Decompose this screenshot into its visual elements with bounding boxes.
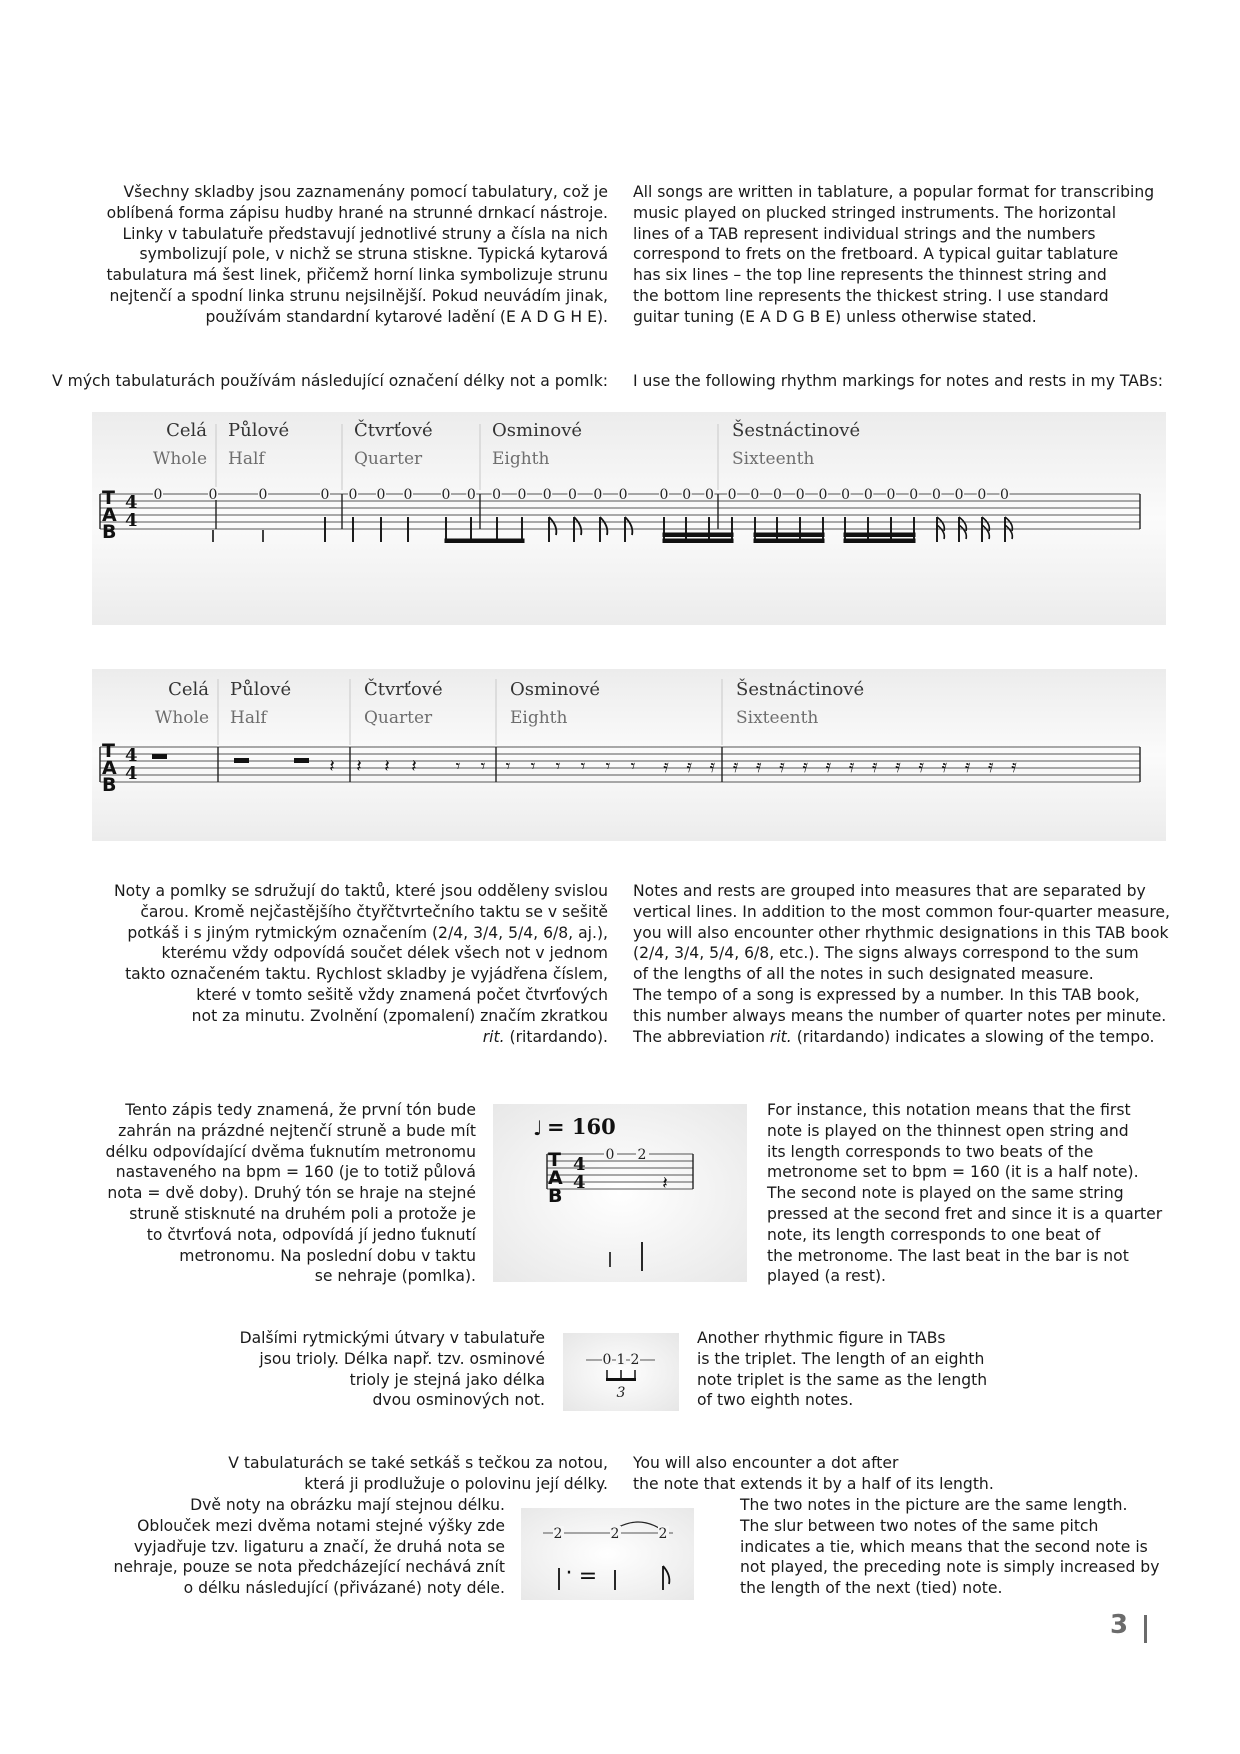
intro-text-cz: Všechny skladby jsou zaznamenány pomocí tabulatury, což je oblíbená forma zápisu hudby hrané na strunné drnkací nástroje. Linky v tabulatuře představují jednotlivé struny a čísla na nich symbolizují pole, v nichž se struna stiskne. Typická kytarová tabulatura má šest linek, přičemž horní linka symbolizuje strunu nejtenčí a spodní linka strunu nejsilnější. Pokud neuvádím jinak, používám standardní kytarové ladění (E A D G H E). [106, 183, 608, 326]
augmentation-dot: · [565, 1561, 573, 1586]
fret-number: 0 [954, 487, 964, 503]
fret-number: 0 [320, 487, 330, 503]
label-whole-cz: Celá [166, 420, 207, 441]
fret-number: 0 [441, 487, 451, 503]
tempo-tab-letter-a: A [548, 1167, 563, 1189]
tempo-label: = 160 [547, 1114, 616, 1139]
sixteenth-rest: 𝄿 [895, 756, 901, 777]
page-number-value: 3 [1110, 1610, 1129, 1640]
fret-number: 0 [841, 487, 851, 503]
tempo-fret-2: 2 [637, 1147, 647, 1163]
sixteenth-rest: 𝄿 [686, 756, 692, 777]
sixteenth-rest: 𝄿 [756, 756, 762, 777]
tempo-text-cz: Tento zápis tedy znamená, že první tón bude zahrán na prázdné nejtenčí struně a bude mít délku odpovídající dvěma ťuknutím metronomu nastaveného na bpm = 160 (je to totiž půlová nota = dvě doby). Druhý tón se hraje na stejné struně stisknuté na druhém poli a protože je to čtvrťová nota, odpovídá jí jedno ťuknutí metronomu. Na poslední dobu v taktu se nehraje (pomlka). [105, 1101, 476, 1286]
sixteenth-beam [844, 533, 915, 537]
sixteenth-rest: 𝄿 [941, 756, 948, 777]
dot-tie-figure [521, 1508, 694, 1600]
time-sig-bottom: 4 [125, 510, 138, 531]
label-quarter-en: Quarter [354, 449, 423, 469]
label-half-cz: Půlové [228, 420, 290, 441]
measures-en-main: Notes and rests are grouped into measures that are separated by vertical lines. In addition to the most common four-quarter measure, you will also encounter other rhythmic designations in this TAB book (2/4, 3/4, 5/4, 6/8, etc.). The signs always correspond to the sum of the lengths of all the notes in such designated measure. The tempo of a song is expressed by a number. In this TAB book, this number always means the number of quarter notes per minute. The abbreviation [633, 882, 1170, 1046]
fret-number: 0 [818, 487, 828, 503]
sixteenth-rest: 𝄿 [802, 756, 808, 777]
fret-number: 0 [1000, 487, 1009, 503]
triplet-beam [606, 1378, 636, 1381]
triplet-fret-2: 1 [616, 1352, 626, 1368]
eighth-rest: 𝄾 [505, 756, 511, 777]
tie-text-cz: Dvě noty na obrázku mají stejnou délku. Oblouček mezi dvěma notami stejné výšky zde vyjadřuje tzv. ligaturu a značí, že druhá nota se nehraje, pouze se nota předcházející nechává znít o délku následující (přivázané) noty déle. [113, 1496, 505, 1598]
whole-rest [152, 754, 167, 759]
page-number [1110, 1610, 1170, 1650]
triplet-text-en: Another rhythmic figure in TABs is the triplet. The length of an eighth note triplet is the same as the length of two eighth notes. [697, 1329, 988, 1410]
sixteenth-rest: 𝄿 [988, 756, 994, 777]
rest-label-whole-cz: Celá [168, 679, 209, 700]
fret-number: 0 [977, 487, 987, 503]
fret-number: 0 [931, 487, 941, 503]
time-sig-top: 4 [125, 492, 138, 513]
rest-lengths-figure [92, 669, 1166, 841]
half-rest [234, 758, 249, 763]
rest-tab-letter-a: A [102, 757, 117, 779]
measures-cz-main: Noty a pomlky se sdružují do taktů, které jsou odděleny svislou čarou. Kromě nejčastějšího čtyřčtvrtečního taktu se v sešitě potkáš i s jiným rytmickým označením (2/4, 3/4, 5/4, 6/8, aj.), kterému vždy odpovídá součet délek všech not v jednom takto označeném taktu. Rychlost skladby je vyjádřena číslem, které v tomto sešitě vždy znamená počet čtvrťových not za minutu. Zvolnění (zpomalení) značím zkratkou [113, 882, 608, 1025]
tab-letter-t: T [102, 487, 115, 509]
rest-label-half-cz: Půlové [230, 679, 292, 700]
rest-time-sig-bottom: 4 [125, 763, 138, 784]
sixteenth-beam [754, 539, 824, 543]
fret-number: 0 [568, 487, 577, 503]
label-eighth-en: Eighth [492, 449, 550, 469]
sixteenth-beam [844, 539, 915, 543]
tempo-time-sig-bottom: 4 [573, 1172, 586, 1193]
eighth-rest: 𝄾 [605, 756, 611, 777]
sixteenth-rest: 𝄿 [663, 756, 669, 777]
rest-label-eighth-cz: Osminové [510, 679, 601, 700]
fret-number: 0 [258, 487, 268, 503]
triplet-number: 3 [616, 1385, 626, 1401]
dot-fret-1: 2 [553, 1526, 563, 1542]
tempo-rest: 𝄽 [662, 1173, 668, 1194]
label-half-en: Half [228, 449, 265, 469]
fret-number: 0 [208, 487, 218, 503]
sixteenth-rest: 𝄿 [779, 756, 785, 777]
rest-label-half-en: Half [230, 708, 267, 728]
tab-letter-a: A [102, 504, 117, 526]
triplet-text-cz: Dalšími rytmickými útvary v tabulatuře jsou trioly. Délka např. tzv. osminové trioly je stejná jako délka dvou osminových not. [239, 1329, 545, 1410]
half-rest [294, 758, 309, 763]
fret-number: 0 [773, 487, 782, 503]
tempo-text-en: For instance, this notation means that the first note is played on the thinnest open string and its length corresponds to two beats of the metronome set to bpm = 160 (it is a half note). The second note is played on the same string pressed at the second fret and since it is a quarter note, its length corresponds to one beat of the metronome. The last beat in the bar is not played (a rest). [767, 1101, 1163, 1286]
eighth-beam [445, 539, 524, 543]
fret-number: 0 [348, 487, 358, 503]
eighth-rest: 𝄾 [480, 756, 486, 777]
fret-number: 0 [466, 487, 476, 503]
rest-label-quarter-en: Quarter [364, 708, 433, 728]
triplet-fret-1: 0 [602, 1352, 612, 1368]
fret-number: 0 [517, 487, 527, 503]
sixteenth-beam [663, 539, 733, 543]
intro-text-en: All songs are written in tablature, a popular format for transcribing music played on plucked stringed instruments. The horizontal lines of a TAB represent individual strings and the numbers correspond to frets on the fretboard. A typical guitar tablature has six lines – the top line represents the thinnest string and the bottom line represents the thickest string. I use standard guitar tuning (E A D G B E) unless otherwise stated. [633, 183, 1155, 326]
label-eighth-cz: Osminové [492, 420, 583, 441]
fret-number: 0 [403, 487, 413, 503]
dot-fret-2: 2 [610, 1526, 620, 1542]
fret-number: 0 [704, 487, 714, 503]
fret-number: 0 [863, 487, 873, 503]
sixteenth-rest: 𝄿 [872, 756, 878, 777]
sixteenth-rest: 𝄿 [1011, 756, 1017, 777]
rest-label-whole-en: Whole [154, 708, 209, 728]
rest-time-sig-top: 4 [125, 745, 138, 766]
tempo-tab-letter-b: B [548, 1185, 563, 1207]
dot-text-en-top: You will also encounter a dot after the note that extends it by a half of its length. [633, 1454, 994, 1493]
sixteenth-rest: 𝄿 [732, 756, 739, 777]
dot-text-cz-top: V tabulaturách se také setkáš s tečkou za notou, která ji prodlužuje o polovinu její délky. [228, 1454, 608, 1493]
label-sixteenth-en: Sixteenth [732, 449, 815, 469]
fret-number: 0 [909, 487, 919, 503]
quarter-rest: 𝄽 [329, 756, 335, 777]
fret-number: 0 [795, 487, 805, 503]
quarter-rest: 𝄽 [356, 756, 362, 777]
dot-fret-3: 2 [658, 1526, 668, 1542]
equals-sign: = [578, 1564, 598, 1589]
sixteenth-beam [754, 533, 824, 537]
measures-en-tail: (ritardando) indicates a slowing of the tempo. [791, 1027, 1155, 1046]
fret-number: 0 [153, 487, 163, 503]
tempo-fret-1: 0 [605, 1147, 615, 1163]
quarter-note-icon: ♩ [533, 1116, 543, 1140]
quarter-rest: 𝄽 [411, 756, 417, 777]
triplet-figure [563, 1333, 679, 1411]
quarter-rest: 𝄽 [384, 756, 390, 777]
triplet-fret-3: 2 [630, 1352, 640, 1368]
eighth-rest: 𝄾 [530, 756, 536, 777]
fret-number: 0 [542, 487, 552, 503]
tempo-time-sig-top: 4 [573, 1154, 586, 1175]
measures-cz-rit: rit. [482, 1027, 505, 1046]
fret-number: 0 [492, 487, 502, 503]
sixteenth-rest: 𝄿 [918, 756, 924, 777]
tempo-tab-letter-t: T [548, 1149, 561, 1171]
sixteenth-rest: 𝄿 [825, 756, 832, 777]
rest-tab-letter-b: B [102, 774, 117, 796]
markings-text-cz: V mých tabulaturách používám následující označení délky not a pomlk: [52, 372, 608, 390]
rest-label-eighth-en: Eighth [510, 708, 568, 728]
measures-cz-tail: (ritardando). [504, 1027, 608, 1046]
sixteenth-rest: 𝄿 [709, 756, 716, 777]
fret-number: 0 [376, 487, 386, 503]
fret-number: 0 [593, 487, 603, 503]
page-number-bar [1144, 1615, 1147, 1643]
eighth-rest: 𝄾 [580, 756, 586, 777]
fret-number: 0 [750, 487, 760, 503]
measures-en-rit: rit. [769, 1027, 792, 1046]
tie-text-en: The two notes in the picture are the same length. The slur between two notes of the same pitch indicates a tie, which means that the second note is not played, the preceding note is simply increased by the length of the next (tied) note. [740, 1496, 1160, 1598]
eighth-rest: 𝄾 [630, 756, 636, 777]
eighth-rest: 𝄾 [555, 756, 561, 777]
eighth-rest: 𝄾 [455, 756, 461, 777]
measures-text-en [633, 881, 1193, 1047]
rest-label-quarter-cz: Čtvrťové [364, 679, 443, 700]
label-quarter-cz: Čtvrťové [354, 420, 433, 441]
note-lengths-figure [92, 412, 1166, 625]
fret-number: 0 [886, 487, 896, 503]
label-whole-en: Whole [152, 449, 207, 469]
rest-tab-letter-t: T [102, 740, 115, 762]
sixteenth-rest: 𝄿 [964, 756, 971, 777]
sixteenth-beam [663, 533, 733, 537]
fret-number: 0 [659, 487, 669, 503]
fret-number: 0 [682, 487, 692, 503]
measures-text-cz [60, 881, 608, 1047]
markings-text-en: I use the following rhythm markings for notes and rests in my TABs: [633, 372, 1163, 390]
label-sixteenth-cz: Šestnáctinové [732, 420, 861, 441]
fret-number: 0 [618, 487, 628, 503]
rest-label-sixteenth-cz: Šestnáctinové [736, 679, 865, 700]
fret-number: 0 [727, 487, 737, 503]
rest-label-sixteenth-en: Sixteenth [736, 708, 819, 728]
tempo-example-figure [493, 1104, 747, 1282]
sixteenth-rest: 𝄿 [848, 756, 855, 777]
tab-letter-b: B [102, 521, 117, 543]
